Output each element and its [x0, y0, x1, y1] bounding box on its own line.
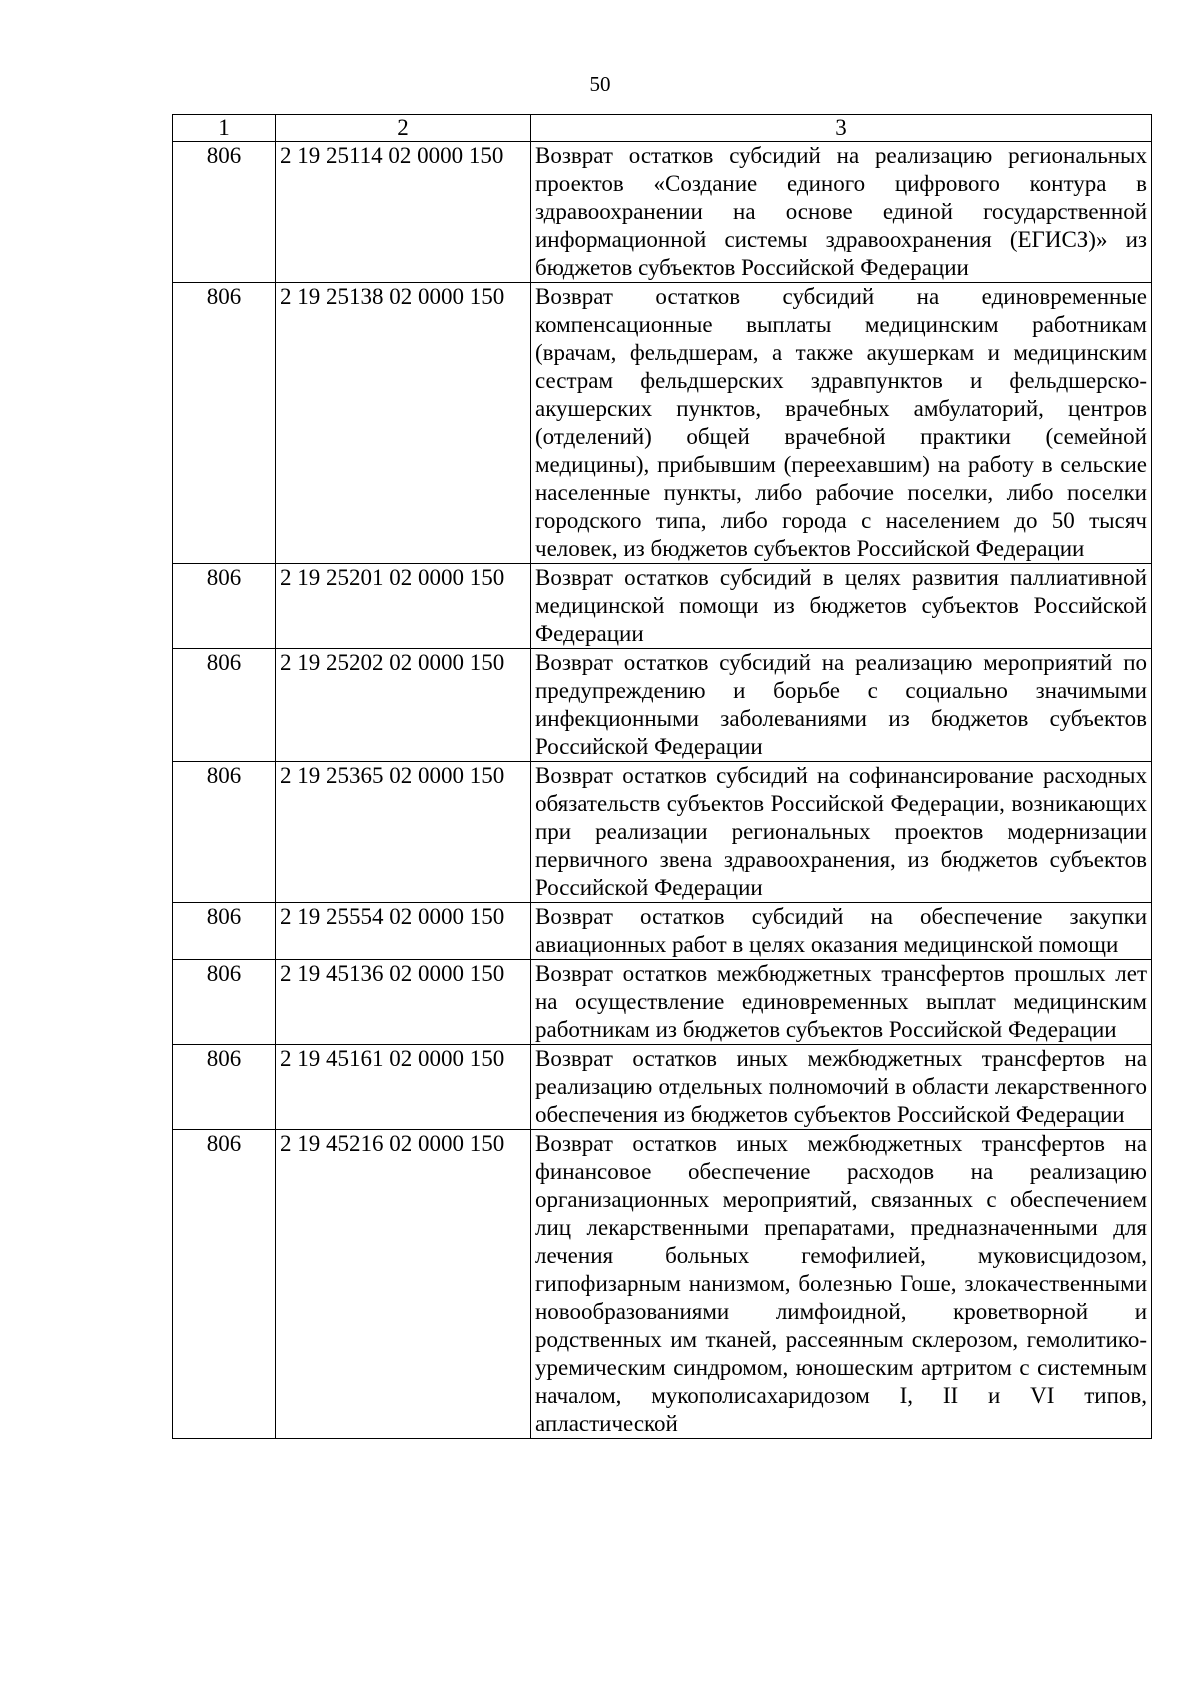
admin-code-cell: 806	[173, 649, 276, 762]
income-name-cell: Возврат остатков иных межбюджетных трансфертов на финансовое обеспечение расходов на реализацию организационных мероприятий, связанных с обеспечением лиц лекарственными препаратами, предназначенными для лечения больных гемофилией, муковисцидозом, гипофизарным нанизмом, болезнью Гоше, злокачественными новообразованиями лимфоидной, кроветворной и родственных им тканей, рассеянным склерозом, гемолитико-уремическим синдромом, юношеским артритом с системным началом, мукополисахаридозом I, II и VI типов, апластической	[531, 1130, 1152, 1439]
admin-code-cell: 806	[173, 762, 276, 903]
page-number: 50	[589, 72, 611, 96]
budget-code-table	[172, 114, 1152, 1439]
budget-code-cell: 2 19 25138 02 0000 150	[276, 283, 531, 564]
income-name-cell: Возврат остатков субсидий на реализацию региональных проектов «Создание единого цифрового контура в здравоохранении на основе единой государственной информационной системы здравоохранения (ЕГИСЗ)» из бюджетов субъектов Российской Федерации	[531, 142, 1152, 283]
budget-code-cell: 2 19 25114 02 0000 150	[276, 142, 531, 283]
income-name-cell: Возврат остатков субсидий на реализацию мероприятий по предупреждению и борьбе с социально значимыми инфекционными заболеваниями из бюджетов субъектов Российской Федерации	[531, 649, 1152, 762]
admin-code-cell: 806	[173, 1130, 276, 1439]
table-row	[173, 1130, 1152, 1439]
budget-code-cell: 2 19 25202 02 0000 150	[276, 649, 531, 762]
budget-code-cell: 2 19 25365 02 0000 150	[276, 762, 531, 903]
table-header-row	[173, 115, 1152, 142]
header-col-2: 2	[276, 115, 531, 142]
table-row	[173, 649, 1152, 762]
admin-code-cell: 806	[173, 142, 276, 283]
admin-code-cell: 806	[173, 1045, 276, 1130]
budget-code-cell: 2 19 45161 02 0000 150	[276, 1045, 531, 1130]
admin-code-cell: 806	[173, 960, 276, 1045]
table-row	[173, 762, 1152, 903]
table-row	[173, 142, 1152, 283]
budget-code-cell: 2 19 25554 02 0000 150	[276, 903, 531, 960]
table-row	[173, 1045, 1152, 1130]
header-col-1: 1	[173, 115, 276, 142]
header-col-3: 3	[531, 115, 1152, 142]
income-name-cell: Возврат остатков межбюджетных трансфертов прошлых лет на осуществление единовременных выплат медицинским работникам из бюджетов субъектов Российской Федерации	[531, 960, 1152, 1045]
budget-code-cell: 2 19 45136 02 0000 150	[276, 960, 531, 1045]
table-row	[173, 283, 1152, 564]
income-name-cell: Возврат остатков субсидий на единовременные компенсационные выплаты медицинским работникам (врачам, фельдшерам, а также акушеркам и медицинским сестрам фельдшерских здравпунктов и фельдшерско-акушерских пунктов, врачебных амбулаторий, центров (отделений) общей врачебной практики (семейной медицины), прибывшим (переехавшим) на работу в сельские населенные пункты, либо рабочие поселки, либо поселки городского типа, либо города с населением до 50 тысяч человек, из бюджетов субъектов Российской Федерации	[531, 283, 1152, 564]
table-row	[173, 564, 1152, 649]
budget-code-cell: 2 19 25201 02 0000 150	[276, 564, 531, 649]
table-row	[173, 903, 1152, 960]
admin-code-cell: 806	[173, 564, 276, 649]
income-name-cell: Возврат остатков субсидий на обеспечение закупки авиационных работ в целях оказания медицинской помощи	[531, 903, 1152, 960]
income-name-cell: Возврат остатков субсидий на софинансирование расходных обязательств субъектов Российской Федерации, возникающих при реализации региональных проектов модернизации первичного звена здравоохранения, из бюджетов субъектов Российской Федерации	[531, 762, 1152, 903]
income-name-cell: Возврат остатков субсидий в целях развития паллиативной медицинской помощи из бюджетов субъектов Российской Федерации	[531, 564, 1152, 649]
admin-code-cell: 806	[173, 903, 276, 960]
income-name-cell: Возврат остатков иных межбюджетных трансфертов на реализацию отдельных полномочий в области лекарственного обеспечения из бюджетов субъектов Российской Федерации	[531, 1045, 1152, 1130]
budget-code-cell: 2 19 45216 02 0000 150	[276, 1130, 531, 1439]
admin-code-cell: 806	[173, 283, 276, 564]
table-row	[173, 960, 1152, 1045]
